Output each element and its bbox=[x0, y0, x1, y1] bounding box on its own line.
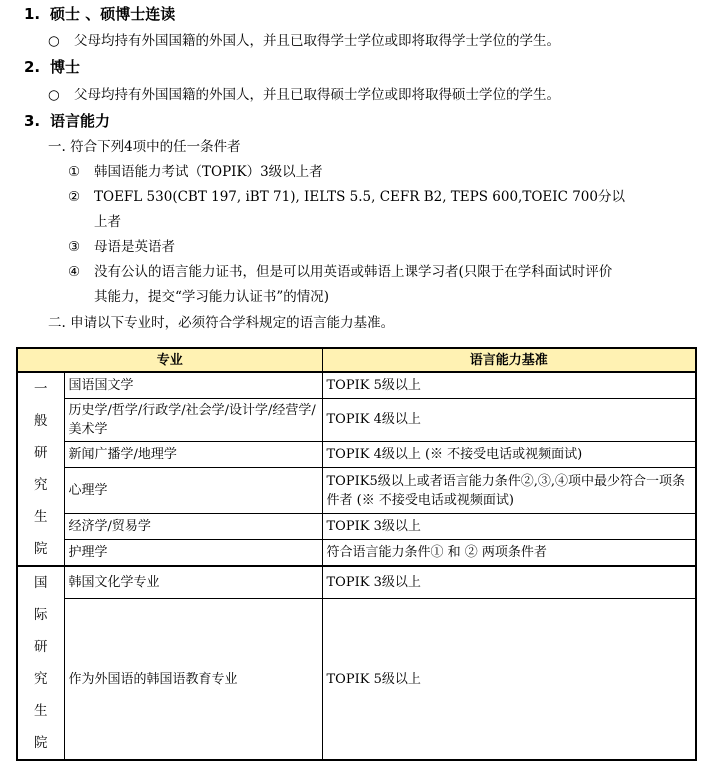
header-language-standard: 语言能力基准 bbox=[322, 348, 696, 372]
major-cell: 韩国文化学专业 bbox=[64, 566, 322, 599]
major-cell: 历史学/哲学/行政学/社会学/设计学/经营学/美术学 bbox=[64, 398, 322, 441]
bullet-circle-icon: ○ bbox=[48, 87, 60, 103]
major-cell: 国语国文学 bbox=[64, 372, 322, 398]
table-row bbox=[17, 566, 696, 599]
section-title: 语言能力 bbox=[50, 112, 111, 130]
requirement-cell: 符合语言能力条件① 和 ② 两项条件者 bbox=[322, 540, 696, 566]
major-cell: 经济学/贸易学 bbox=[64, 514, 322, 540]
language-option-1: ① 韩国语能力考试（TOPIK）3级以上者 bbox=[68, 164, 323, 180]
requirement-cell: TOPIK 4级以上 bbox=[322, 398, 696, 441]
requirement-cell: TOPIK 4级以上 (※ 不接受电话或视频面试) bbox=[322, 441, 696, 467]
major-cell: 心理学 bbox=[64, 467, 322, 514]
requirement-cell: TOPIK 3级以上 bbox=[322, 514, 696, 540]
table-row bbox=[17, 514, 696, 540]
section-heading-1: 1. 硕士 、硕博士连读 bbox=[24, 5, 176, 23]
language-option-4: ④ 没有公认的语言能力证书，但是可以用英语或韩语上课学习者(只限于在学科面试时评价 bbox=[68, 264, 613, 280]
section-heading-3: 3. 语言能力 bbox=[24, 112, 111, 130]
section-2-bullet-line: ○ 父母均持有外国国籍的外国人，并且已取得硕士学位或即将取得硕士学位的学生。 bbox=[48, 87, 560, 103]
major-cell: 作为外国语的韩国语教育专业 bbox=[64, 599, 322, 760]
table-row bbox=[17, 441, 696, 467]
table-row bbox=[17, 540, 696, 566]
table-row bbox=[17, 372, 696, 398]
group-name-vertical: 国际研究生院 bbox=[34, 575, 48, 751]
section-title: 博士 bbox=[50, 58, 81, 76]
table-row bbox=[17, 599, 696, 760]
requirement-cell: TOPIK 3级以上 bbox=[322, 566, 696, 599]
language-option-2: ② TOEFL 530(CBT 197, iBT 71), IELTS 5.5, CEFR B2, TEPS 600,TOEIC 700分以 bbox=[68, 189, 625, 205]
group-name-vertical: 一般研究生院 bbox=[34, 381, 48, 557]
major-cell: 护理学 bbox=[64, 540, 322, 566]
bullet-circle-icon: ○ bbox=[48, 33, 60, 49]
header-major: 专业 bbox=[17, 348, 322, 372]
table-row bbox=[17, 398, 696, 441]
language-option-3: ③ 母语是英语者 bbox=[68, 239, 175, 255]
section-1-bullet-line: ○ 父母均持有外国国籍的外国人，并且已取得学士学位或即将取得学士学位的学生。 bbox=[48, 33, 560, 49]
major-cell: 新闻广播学/地理学 bbox=[64, 441, 322, 467]
language-item-1: 一. 符合下列4项中的任一条件者 bbox=[48, 139, 241, 155]
requirement-cell: TOPIK5级以上或者语言能力条件②,③,④项中最少符合一项条件者 (※ 不接受电话或视频面试) bbox=[322, 467, 696, 514]
table-row bbox=[17, 467, 696, 514]
section-title: 硕士 、硕博士连读 bbox=[50, 5, 176, 23]
language-option-2-cont: 上者 bbox=[94, 214, 121, 230]
language-option-4-cont: 其能力，提交“学习能力认证书”的情况) bbox=[94, 289, 330, 305]
group-general-graduate-school bbox=[17, 372, 64, 566]
group-international-graduate-school bbox=[17, 566, 64, 760]
requirement-cell: TOPIK 5级以上 bbox=[322, 599, 696, 760]
language-item-2: 二. 申请以下专业时，必须符合学科规定的语言能力基准。 bbox=[48, 315, 395, 331]
requirement-cell: TOPIK 5级以上 bbox=[322, 372, 696, 398]
language-requirement-table bbox=[16, 347, 697, 761]
table-header-row bbox=[17, 348, 696, 372]
section-heading-2: 2. 博士 bbox=[24, 58, 81, 76]
